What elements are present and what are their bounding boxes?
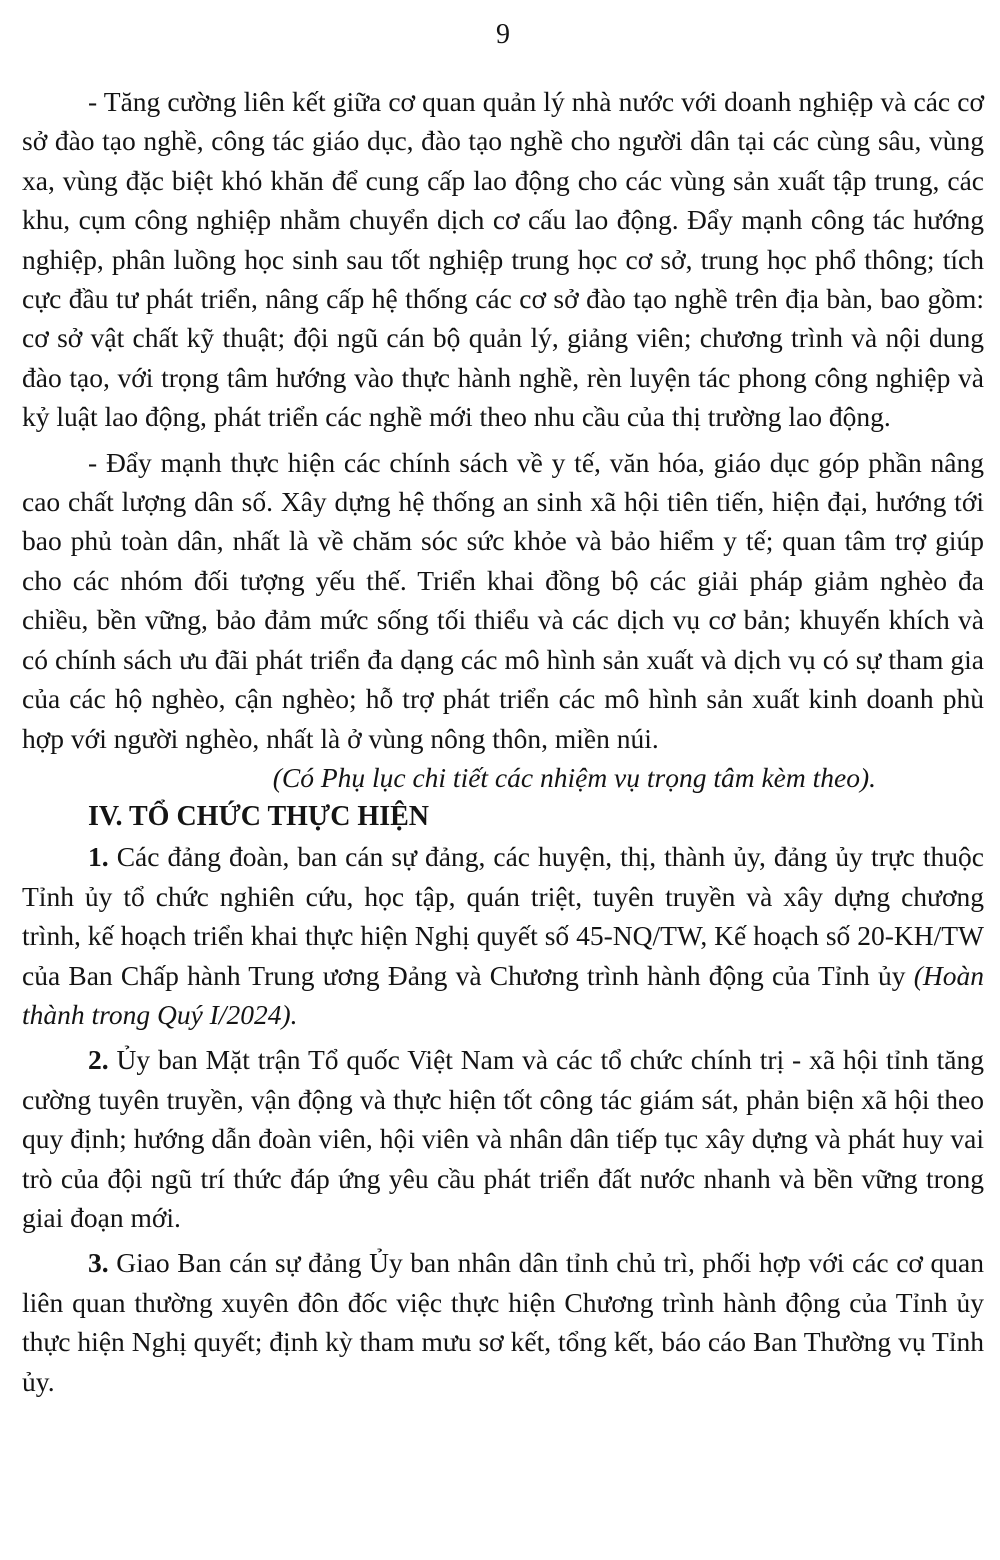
item-number: 1. (88, 841, 109, 873)
section-heading: IV. TỔ CHỨC THỰC HIỆN (88, 801, 429, 833)
item-text: Các đảng đoàn, ban cán sự đảng, các huyện, thị, thành ủy, đảng ủy trực thuộc Tỉnh ủy tổ chức nghiên cứu, học tập, quán triệt, tuyên truyền và xây dựng chương trình, kế hoạch triển khai thực hiện Nghị quyết số 45-NQ/TW, Kế hoạch số 20-KH/TW của Ban Chấp hành Trung ương Đảng và Chương trình hành động của Tỉnh ủy (22, 841, 985, 991)
list-item-3 (22, 1243, 984, 1401)
item-text: Ủy ban Mặt trận Tổ quốc Việt Nam và các tổ chức chính trị - xã hội tỉnh tăng cường tuyên truyền, vận động và thực hiện tốt công tác giám sát, phản biện xã hội theo quy định; hướng dẫn đoàn viên, hội viên và nhân dân tiếp tục xây dựng và phát huy vai trò của đội ngũ trí thức đáp ứng yêu cầu phát triển đất nước nhanh và bền vững trong giai đoạn mới. (22, 1044, 984, 1233)
item-number: 3. (88, 1247, 109, 1279)
paragraph-social-policy: - Đẩy mạnh thực hiện các chính sách về y tế, văn hóa, giáo dục góp phần nâng cao chất lượng dân số. Xây dựng hệ thống an sinh xã hội tiên tiến, hiện đại, hướng tới bao phủ toàn dân, nhất là về chăm sóc sức khỏe và bảo hiểm y tế; quan tâm trợ giúp cho các nhóm đối tượng yếu thế. Triển khai đồng bộ các giải pháp giảm nghèo đa chiều, bền vững, bảo đảm mức sống tối thiểu và các dịch vụ cơ bản; khuyến khích và có chính sách ưu đãi phát triển đa dạng các mô hình sản xuất và dịch vụ có sự tham gia của các hộ nghèo, cận nghèo; hỗ trợ phát triển các mô hình sản xuất kinh doanh phù hợp với người nghèo, nhất là ở vùng nông thôn, miền núi. (22, 446, 984, 754)
item-text: Giao Ban cán sự đảng Ủy ban nhân dân tỉnh chủ trì, phối hợp với các cơ quan liên quan thường xuyên đôn đốc việc thực hiện Chương trình hành động của Tỉnh ủy thực hiện Nghị quyết; định kỳ tham mưu sơ kết, tổng kết, báo cáo Ban Thường vụ Tỉnh ủy. (22, 1247, 985, 1397)
paragraph-labor-training: - Tăng cường liên kết giữa cơ quan quản lý nhà nước với doanh nghiệp và các cơ sở đào tạo nghề, công tác giáo dục, đào tạo nghề cho người dân tại các cùng sâu, vùng xa, vùng đặc biệt khó khăn để cung cấp lao động cho các vùng sản xuất tập trung, các khu, cụm công nghiệp nhằm chuyển dịch cơ cấu lao động. Đẩy mạnh công tác hướng nghiệp, phân luồng học sinh sau tốt nghiệp trung học cơ sở, trung học phổ thông; tích cực đầu tư phát triển, nâng cấp hệ thống các cơ sở đào tạo nghề trên địa bàn, bao gồm: cơ sở vật chất kỹ thuật; đội ngũ cán bộ quản lý, giảng viên; chương trình và nội dung đào tạo, với trọng tâm hướng vào thực hành nghề, rèn luyện tác phong công nghiệp và kỷ luật lao động, phát triển các nghề mới theo nhu cầu của thị trường lao động. (22, 86, 984, 433)
list-item-2 (22, 1040, 984, 1237)
item-number: 2. (88, 1044, 109, 1076)
appendix-note: (Có Phụ lục chi tiết các nhiệm vụ trọng tâm kèm theo). (272, 761, 876, 793)
item-deadline-note: (Hoàn thành trong Quý I/2024). (22, 959, 984, 1030)
page-number: 9 (496, 19, 510, 50)
list-item-1 (22, 837, 984, 1034)
